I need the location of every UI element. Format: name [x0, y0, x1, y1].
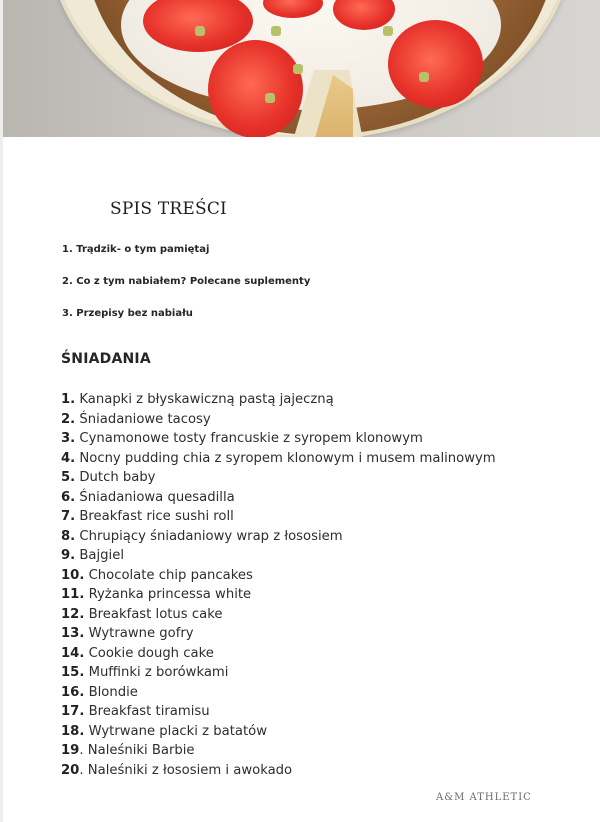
recipe-title: Kanapki z błyskawiczną pastą jajeczną — [75, 392, 334, 407]
recipe-item[interactable] — [61, 683, 496, 703]
recipe-title: Dutch baby — [75, 470, 156, 485]
recipe-item[interactable] — [61, 488, 496, 508]
recipe-item[interactable] — [61, 644, 496, 664]
toc-item[interactable]: 2. Co z tym nabiałem? Polecane suplementy — [62, 276, 311, 287]
recipe-title: Cookie dough cake — [84, 645, 214, 661]
recipe-title: Nocny pudding chia z syropem klonowym i musem malinowym — [75, 450, 496, 466]
hero-food-photo — [3, 0, 600, 137]
toc-item[interactable]: 1. Trądzik- o tym pamiętaj — [62, 244, 210, 255]
recipe-title: Bajgiel — [75, 548, 124, 563]
recipe-item[interactable] — [61, 624, 496, 644]
recipe-item[interactable] — [61, 663, 496, 683]
recipe-number: 7. — [61, 509, 76, 524]
recipe-item[interactable] — [61, 527, 496, 547]
pistachio-shape — [419, 72, 429, 82]
recipe-item[interactable] — [61, 605, 496, 625]
recipe-title: Cynamonowe tosty francuskie z syropem klonowym — [75, 431, 423, 446]
recipe-item[interactable] — [61, 429, 496, 449]
recipe-number: 1. — [61, 392, 76, 407]
recipe-number: 5. — [61, 470, 76, 485]
recipe-number: 14. — [61, 645, 85, 661]
pistachio-shape — [383, 26, 393, 36]
section-heading: ŚNIADANIA — [61, 351, 151, 367]
recipe-number: 20 — [61, 762, 80, 778]
recipe-list — [61, 390, 496, 780]
recipe-number: 11. — [61, 587, 85, 602]
toc-list — [62, 243, 310, 339]
recipe-number: 17. — [61, 704, 85, 719]
recipe-item[interactable] — [61, 468, 496, 488]
recipe-item[interactable] — [61, 546, 496, 566]
recipe-item[interactable] — [61, 722, 496, 742]
recipe-number: 4. — [61, 450, 76, 466]
recipe-title: Śniadaniowe tacosy — [75, 411, 211, 427]
recipe-number: 13. — [61, 626, 85, 641]
recipe-title: . Naleśniki z łososiem i awokado — [79, 762, 293, 778]
recipe-title: Chocolate chip pancakes — [84, 567, 253, 583]
recipe-number: 6. — [61, 489, 76, 505]
recipe-number: 15. — [61, 665, 85, 680]
recipe-number: 16. — [61, 684, 85, 700]
recipe-title: . Naleśniki Barbie — [79, 743, 195, 758]
recipe-item[interactable] — [61, 390, 496, 410]
recipe-item[interactable] — [61, 566, 496, 586]
strawberry-shape — [388, 20, 483, 108]
recipe-title: Breakfast tiramisu — [84, 704, 210, 719]
recipe-title: Ryżanka princessa white — [84, 587, 252, 602]
recipe-item[interactable] — [61, 761, 496, 781]
recipe-number: 2. — [61, 411, 76, 427]
recipe-title: Chrupiący śniadaniowy wrap z łososiem — [75, 528, 343, 544]
recipe-number: 9. — [61, 548, 76, 563]
pistachio-shape — [265, 93, 275, 103]
recipe-title: Śniadaniowa quesadilla — [75, 489, 235, 505]
recipe-title: Muffinki z borówkami — [84, 665, 229, 680]
recipe-item[interactable] — [61, 741, 496, 761]
recipe-item[interactable] — [61, 702, 496, 722]
toc-title: SPIS TREŚCI — [110, 199, 227, 219]
recipe-number: 19 — [61, 743, 80, 758]
pistachio-shape — [195, 26, 205, 36]
recipe-number: 10. — [61, 567, 85, 583]
recipe-title: Wytrawne gofry — [84, 626, 194, 641]
recipe-number: 18. — [61, 723, 85, 739]
toc-item[interactable]: 3. Przepisy bez nabiału — [62, 308, 193, 319]
strawberry-shape — [208, 40, 303, 137]
recipe-item[interactable] — [61, 410, 496, 430]
pistachio-shape — [271, 26, 281, 36]
recipe-number: 8. — [61, 528, 76, 544]
brand-footer: A&M ATHLETIC — [436, 792, 532, 803]
recipe-title: Wytrwane placki z batatów — [84, 723, 268, 739]
recipe-title: Breakfast rice sushi roll — [75, 509, 234, 524]
recipe-item[interactable] — [61, 507, 496, 527]
recipe-item[interactable] — [61, 585, 496, 605]
recipe-title: Breakfast lotus cake — [84, 606, 223, 622]
pistachio-shape — [293, 64, 303, 74]
recipe-number: 3. — [61, 431, 76, 446]
recipe-number: 12. — [61, 606, 85, 622]
recipe-item[interactable] — [61, 449, 496, 469]
recipe-title: Blondie — [84, 684, 138, 700]
